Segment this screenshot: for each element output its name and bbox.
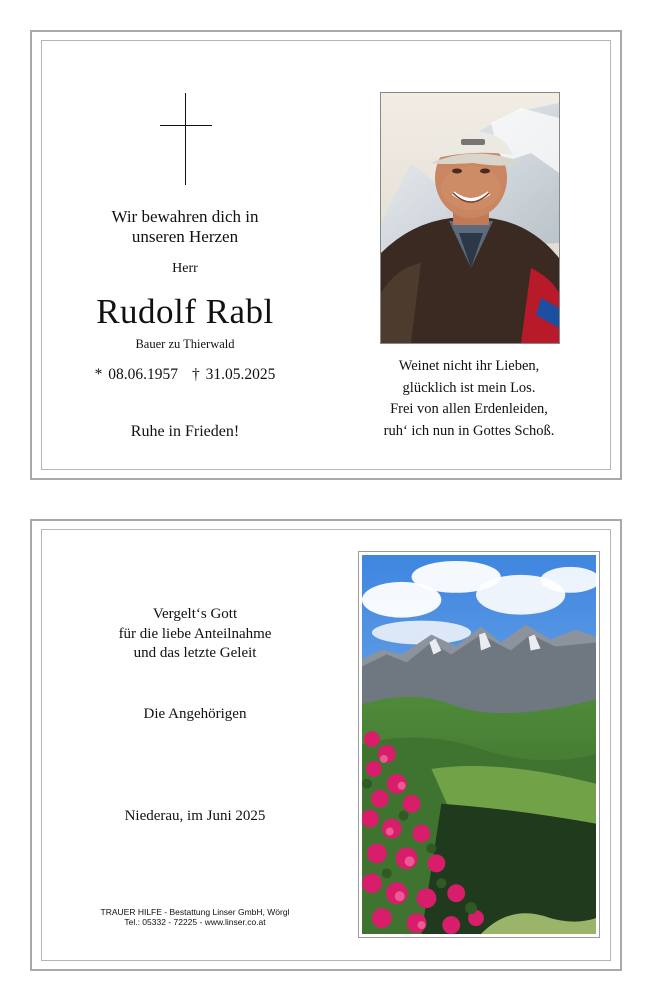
place-date: Niederau, im Juni 2025 [124, 808, 266, 824]
thanks-line-1: Vergelt‘s Gott [152, 606, 238, 622]
cross-icon [160, 93, 212, 185]
poem-line-4: ruh‘ ich nun in Gottes Schoß. [383, 422, 555, 439]
poem-line-1: Weinet nicht ihr Lieben, [398, 358, 540, 374]
undertaker-info [60, 907, 330, 927]
undertaker-line-1: TRAUER HILFE - Bestattung Linser GmbH, Wörgl [100, 907, 290, 917]
signature-relatives: Die Angehörigen [143, 706, 247, 722]
landscape-photo [358, 551, 600, 938]
deceased-name: Rudolf Rabl [96, 292, 274, 331]
motto [60, 207, 310, 247]
motto-line-2: unseren Herzen [131, 227, 239, 246]
poem-line-3: Frei von allen Erdenleiden, [390, 401, 548, 417]
poem-line-2: glücklich ist mein Los. [402, 379, 536, 396]
birth-date: * 08.06.1957 [94, 366, 178, 383]
undertaker-line-2: Tel.: 05332 - 72225 - www.linser.co.at [124, 917, 266, 927]
occupation: Bauer zu Thierwald [135, 337, 235, 351]
life-dates [60, 366, 310, 384]
thanks-line-3: und das letzte Geleit [133, 645, 257, 661]
salutation: Herr [172, 261, 198, 276]
portrait-photo [380, 92, 560, 344]
motto-line-1: Wir bewahren dich in [111, 207, 259, 226]
closing-phrase: Ruhe in Frieden! [130, 423, 240, 440]
poem [352, 356, 586, 442]
death-date: † 31.05.2025 [192, 366, 276, 383]
thanks-text [80, 605, 310, 664]
thanks-line-2: für die liebe Anteilnahme [118, 625, 272, 642]
